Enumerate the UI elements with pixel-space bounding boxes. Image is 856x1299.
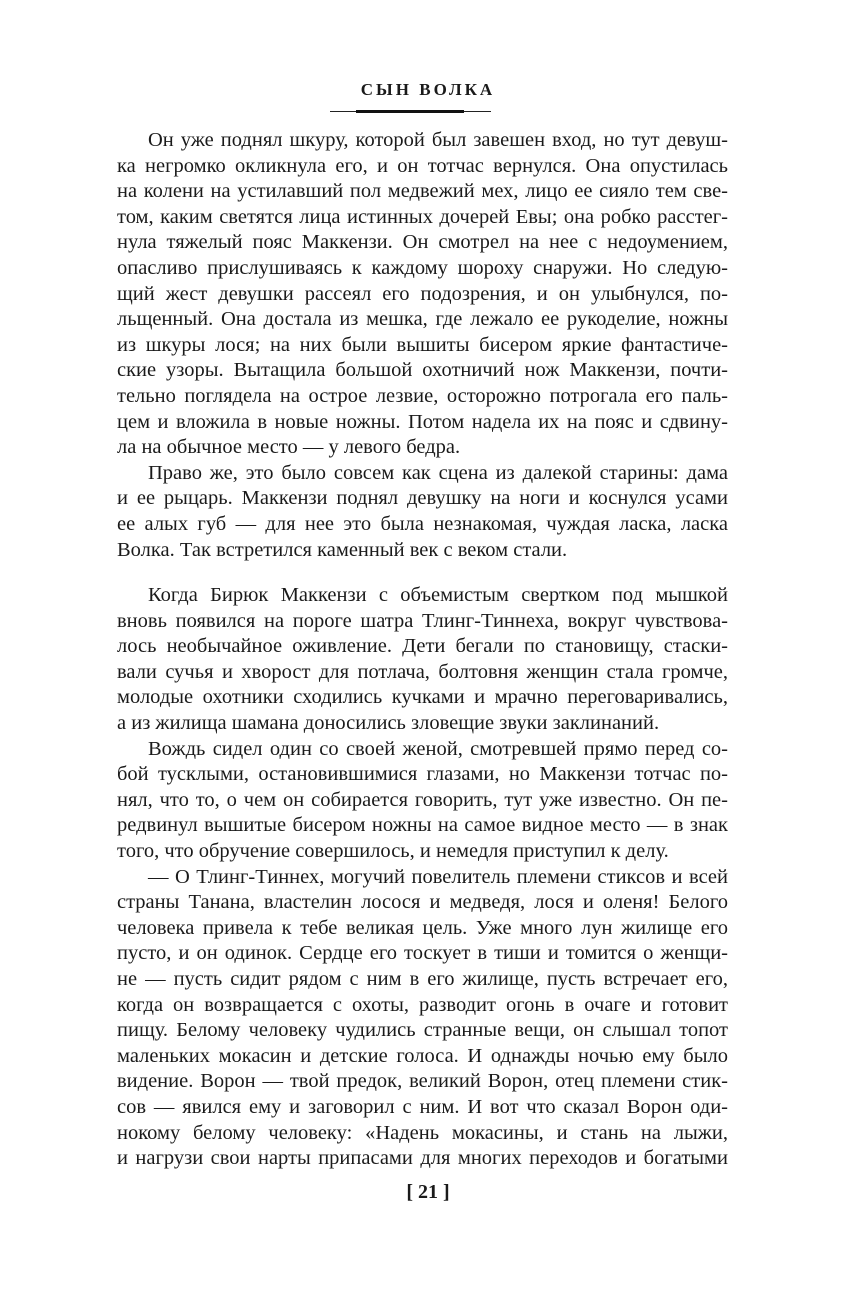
paragraph [117,865,728,1172]
text-line: бой тусклыми, остановившимися глазами, но Маккензи тотчас по- [117,763,728,786]
paragraph [117,461,728,563]
text-line: цем и вложила в новые ножны. Потом надела их на пояс и сдвину- [117,410,728,433]
text-line: — О Тлинг-Тиннех, могучий повелитель племени стиксов и всей [148,865,728,888]
section-break [117,563,728,583]
text-line: видение. Ворон — твой предок, великий Ворон, отец племени стик- [117,1070,728,1093]
body-text [117,128,728,1172]
text-line: ла на обычное место — у левого бедра. [117,436,461,459]
paragraph [117,128,728,461]
text-line: не — пусть сидит рядом с ним в его жилище, пусть встречает его, [117,968,728,990]
paragraph [117,583,728,737]
text-line: тельно поглядела на острое лезвие, осторожно потрогала его паль- [117,384,728,407]
page-number: [ 21 ] [406,1181,450,1203]
text-line: пусто, и он одинок. Сердце его тоскует в тиши и томится о женщи- [117,942,728,965]
text-line: того, что обручение совершилось, и немедля приступил к делу. [117,840,669,863]
text-line: Вождь сидел один со своей женой, смотревшей прямо перед со- [148,737,728,760]
text-line: нула тяжелый пояс Маккензи. Он смотрел на нее с недоумением, [117,231,728,254]
text-line: редвинул вышитые бисером ножны на самое видное место — в знак [117,814,728,837]
text-line: Право же, это было совсем как сцена из далекой старины: дама [148,461,728,484]
text-line: ка негромко окликнула его, и он тотчас вернулся. Она опустилась [117,154,728,177]
text-line: на колени на устилавший пол медвежий мех, лицо ее сияло тем све- [117,180,728,203]
text-line: том, каким светятся лица истинных дочерей Евы; она робко расстег- [117,205,728,228]
running-header: СЫН ВОЛКА [360,80,496,99]
text-line: из шкуры лося; на них были вышиты бисером яркие фантастиче- [117,333,728,356]
text-line: нял, что то, о чем он собирается говорить, тут уже известно. Он пе- [117,788,728,811]
text-line: Волка. Так встретился каменный век с веком стали. [117,538,568,561]
text-line: маленьких мокасин и детские голоса. И однажды ночью ему было [117,1044,728,1067]
text-line: сов — явился ему и заговорил с ним. И вот что сказал Ворон оди- [117,1095,728,1118]
text-line: пищу. Белому человеку чудились странные вещи, он слышал топот [117,1019,728,1042]
text-line: вновь появился на пороге шатра Тлинг-Тиннеха, вокруг чувствова- [117,609,728,632]
text-line: опасливо прислушиваясь к каждому шороху снаружи. Но следую- [117,256,728,279]
text-line: страны Танана, властелин лосося и медведя, лося и оленя! Белого [117,891,728,914]
text-line: молодые охотники сходились кучками и мрачно переговаривались, [117,686,728,709]
text-line: и ее рыцарь. Маккензи поднял девушку на ноги и коснулся усами [117,487,728,510]
text-line: лось необычайное оживление. Дети бегали по становищу, стаски- [117,635,728,658]
text-line: и нагрузи свои нарты припасами для многих переходов и богатыми [117,1147,728,1170]
text-line: ее алых губ — для нее это была незнакомая, чуждая ласка, ласка [117,512,728,535]
text-line: щий жест девушки рассеял его подозрения, и он улыбнулся, по- [117,282,728,305]
text-line: Когда Бирюк Маккензи с объемистым свертком под мышкой [148,584,728,607]
header-rule-thick [356,110,464,113]
text-line: когда он возвращается с охоты, разводит огонь в очаге и готовит [117,993,728,1016]
text-line: а из жилища шамана доносились зловещие звуки заклинаний. [117,712,660,735]
text-line: Он уже поднял шкуру, которой был завешен вход, но тут девуш- [148,129,728,151]
text-line: нокому белому человеку: «Надень мокасины, и стань на лыжи, [117,1121,728,1144]
paragraph [117,737,728,865]
text-line: ские узоры. Вытащила большой охотничий нож Маккензи, почти- [117,359,728,382]
text-line: человека привела к тебе великая цель. Уже много лун жилище его [117,916,728,939]
text-line: льщенный. Она достала из мешка, где лежало ее рукоделие, ножны [117,308,728,331]
text-line: вали сучья и хворост для потлача, болтовня женщин стала громче, [117,660,728,683]
